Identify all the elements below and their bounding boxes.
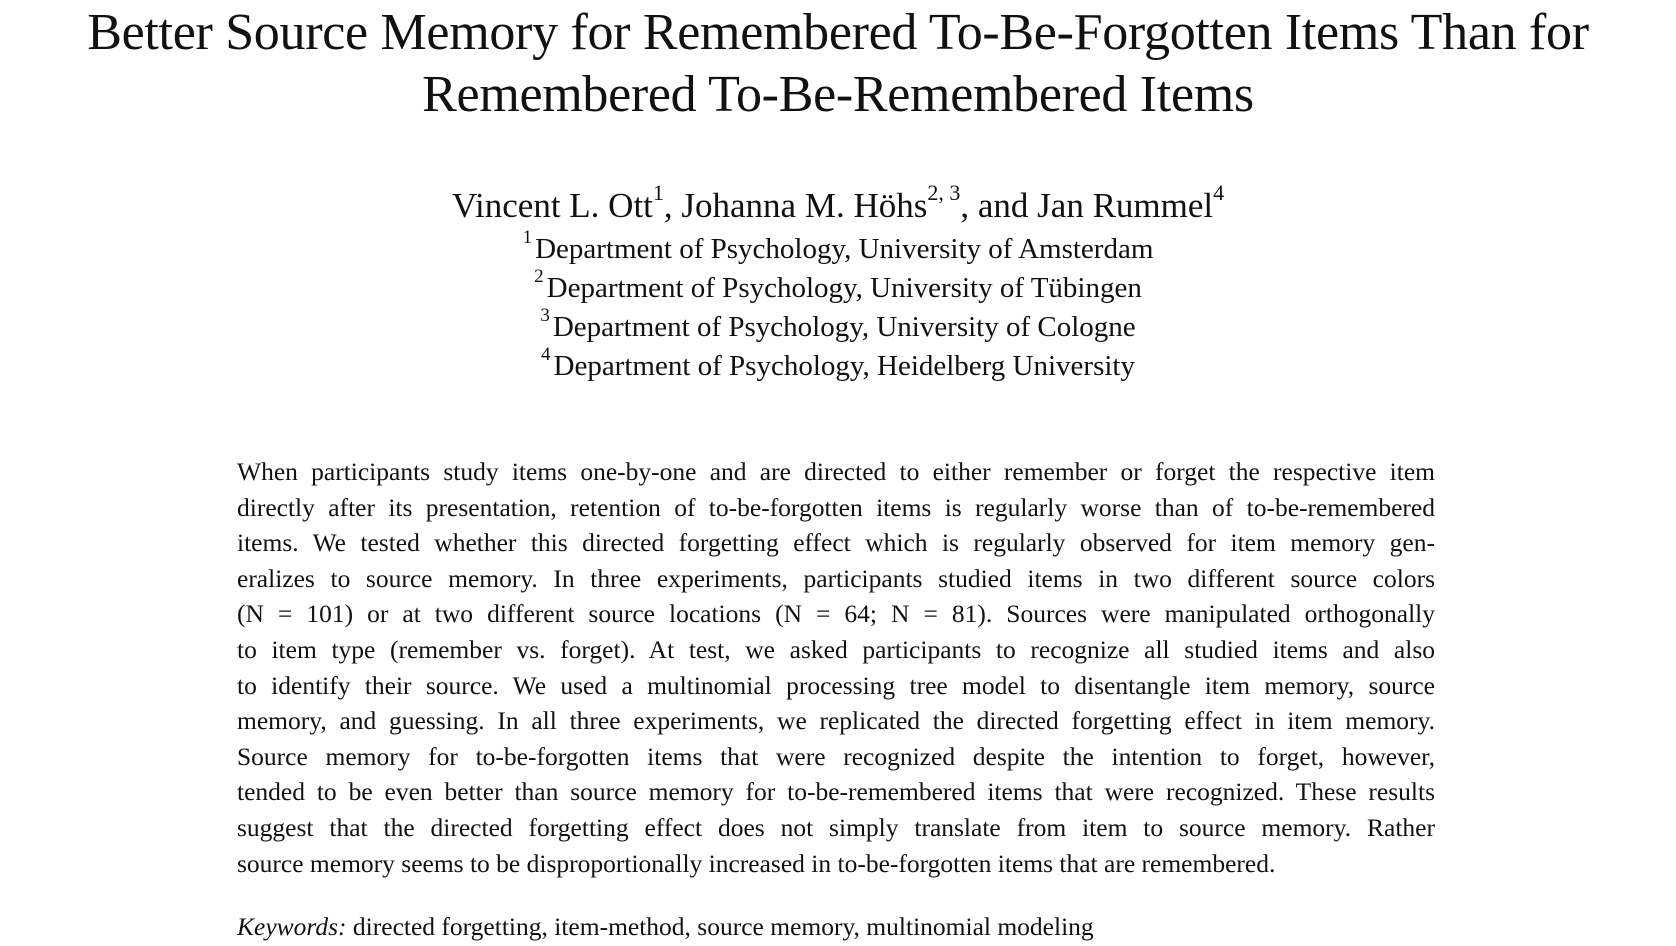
affiliation-marker: 4	[541, 344, 551, 366]
paper-title	[0, 2, 1676, 126]
affiliation-item	[0, 266, 1676, 308]
abstract-line: memory, and guessing. In all three experiments, we replicated the directed forgetting effect in item memory.	[237, 706, 1435, 736]
paper-title-line-2: Remembered To-Be-Remembered Items	[422, 66, 1254, 123]
paper-title-line-1: Better Source Memory for Remembered To-Be-Forgotten Items Than for	[87, 4, 1589, 61]
author-affiliation-marker: 1	[652, 180, 664, 206]
affiliation-text: Department of Psychology, University of Tübingen	[546, 272, 1142, 304]
keywords-text: directed forgetting, item-method, source memory, multinomial modeling	[352, 912, 1094, 941]
affiliation-text: Department of Psychology, University of Amsterdam	[535, 233, 1154, 265]
affiliation-item	[0, 305, 1676, 347]
author-name: Johanna M. Höhs	[681, 186, 928, 225]
affiliation-item	[0, 227, 1676, 269]
abstract-line: Source memory for to-be-forgotten items that were recognized despite the intention to forget, however,	[237, 741, 1435, 771]
abstract-line: to identify their source. We used a multinomial processing tree model to disentangle item memory, source	[237, 670, 1435, 700]
author-affiliation-marker: 2, 3	[927, 180, 961, 206]
abstract-line: eralizes to source memory. In three experiments, participants studied items in two different source colors	[237, 563, 1435, 593]
abstract-line: source memory seems to be disproportionally increased in to-be-forgotten items that are remembered.	[237, 848, 1276, 878]
affiliation-text: Department of Psychology, University of Cologne	[552, 311, 1136, 343]
author-affiliation-marker: 4	[1213, 180, 1225, 206]
author-separator: , and	[960, 186, 1038, 225]
abstract-line: suggest that the directed forgetting effect does not simply translate from item to source memory. Rather	[237, 812, 1435, 842]
affiliation-item	[0, 344, 1676, 386]
affiliation-marker: 3	[540, 305, 550, 327]
affiliation-marker: 1	[522, 227, 533, 249]
abstract-line: When participants study items one-by-one and are directed to either remember or forget the respective item	[237, 457, 1435, 486]
keywords-label: Keywords:	[237, 912, 347, 941]
author-name: Jan Rummel	[1037, 186, 1214, 225]
abstract-line: tended to be even better than source memory for to-be-remembered items that were recognized. These results	[237, 777, 1435, 807]
author-list	[0, 180, 1676, 228]
author-name: Vincent L. Ott	[451, 186, 653, 225]
abstract-line: items. We tested whether this directed forgetting effect which is regularly observed for item memory gen-	[237, 528, 1435, 558]
abstract-line: (N = 101) or at two different source locations (N = 64; N = 81). Sources were manipulated orthogonally	[237, 599, 1435, 629]
abstract	[237, 454, 1435, 881]
keywords	[237, 910, 1094, 944]
author-separator: ,	[663, 186, 682, 225]
affiliation-text: Department of Psychology, Heidelberg University	[553, 350, 1135, 382]
affiliation-list	[0, 227, 1676, 386]
abstract-line: to item type (remember vs. forget). At test, we asked participants to recognize all studied items and also	[237, 634, 1435, 664]
affiliation-marker: 2	[534, 266, 544, 288]
abstract-line: directly after its presentation, retention of to-be-forgotten items is regularly worse than of to-be-remembered	[237, 492, 1435, 522]
